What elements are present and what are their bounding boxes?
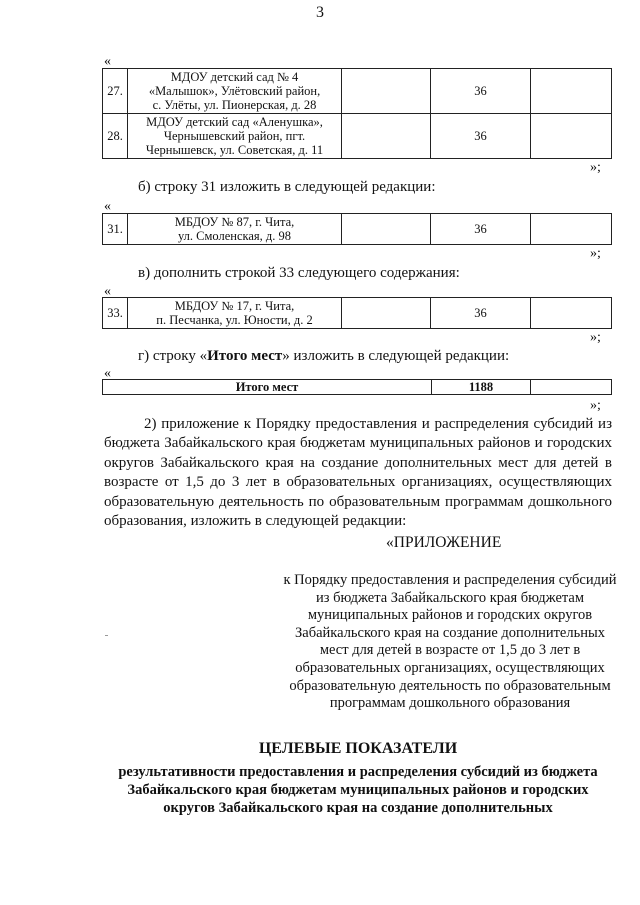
- places-cell: 36: [431, 69, 530, 114]
- paragraph-2: 2) приложение к Порядку предоставления и распределения субсидий из бюджета Забайкальского края бюджетам муниципальных районов и городских округов Забайкальского края на создание дополнительных мест для детей в возрасте от 1,5 до 3 лет в образовательных организациях, осуществляющих образовательную деятельность по образовательным программам дошкольного образования, изложить в следующей редакции:: [104, 416, 612, 530]
- institution-cell: [128, 114, 342, 159]
- row-number: 28.: [103, 114, 128, 159]
- empty-cell: [530, 214, 611, 245]
- empty-cell: [341, 214, 430, 245]
- places-cell: 36: [431, 214, 530, 245]
- quote-close: »;: [590, 246, 601, 261]
- institution-cell: [128, 214, 342, 245]
- quote-close: »;: [590, 330, 601, 345]
- document-title: ЦЕЛЕВЫЕ ПОКАЗАТЕЛИ: [258, 740, 458, 757]
- paragraph-g: [138, 347, 509, 366]
- total-label: Итого мест: [103, 380, 432, 395]
- empty-cell: [341, 69, 430, 114]
- table-row: [103, 114, 612, 159]
- total-value: 1188: [432, 380, 531, 395]
- quote-open: «: [104, 284, 111, 299]
- row-number: 33.: [103, 298, 128, 329]
- paragraph-g-prefix: г) строку «: [138, 348, 208, 364]
- places-cell: 36: [431, 298, 530, 329]
- institution-line: Чернышевск, ул. Советская, д. 11: [145, 143, 324, 157]
- places-cell: 36: [431, 114, 530, 159]
- empty-cell: [531, 380, 612, 395]
- institution-cell: [128, 298, 342, 329]
- appendix-text: к Порядку предоставления и распределения субсидий из бюджета Забайкальского края бюджетам муниципальных районов и городских округов Забайкальского края на создание дополнительных мест для детей в возрасте от 1,5 до 3 лет в образовательных организациях, осуществляющих образовательную деятельность по образовательным программам дошкольного образования: [283, 572, 617, 712]
- institution-line: ул. Смоленская, д. 98: [177, 229, 292, 243]
- table-row-33: [102, 297, 612, 329]
- paragraph-v: в) дополнить строкой 33 следующего содержания:: [138, 265, 460, 281]
- institution-line: с. Улёты, ул. Пионерская, д. 28: [152, 98, 317, 112]
- paragraph-g-bold: Итого мест: [207, 348, 283, 364]
- institution-line: МБДОУ № 87, г. Чита,: [174, 215, 295, 229]
- quote-open: «: [104, 54, 111, 69]
- margin-mark: [105, 635, 108, 636]
- table-row: [103, 69, 612, 114]
- row-number: 27.: [103, 69, 128, 114]
- empty-cell: [530, 298, 611, 329]
- institution-cell: [128, 69, 342, 114]
- document-subtitle: результативности предоставления и распределения субсидий из бюджета Забайкальского края бюджетам муниципальных районов и городских округов Забайкальского края на создание дополнительных: [118, 764, 598, 816]
- page-number: 3: [316, 4, 324, 21]
- empty-cell: [530, 69, 611, 114]
- table-row: [103, 214, 612, 245]
- paragraph-b: б) строку 31 изложить в следующей редакции:: [138, 179, 436, 195]
- empty-cell: [530, 114, 611, 159]
- table-total: [102, 379, 612, 395]
- institution-line: МБДОУ № 17, г. Чита,: [174, 299, 295, 313]
- row-number: 31.: [103, 214, 128, 245]
- institution-line: МДОУ детский сад № 4: [170, 70, 299, 84]
- quote-open: «: [104, 366, 111, 381]
- paragraph-g-suffix: » изложить в следующей редакции:: [282, 348, 510, 364]
- table-row: [103, 298, 612, 329]
- quote-open: «: [104, 199, 111, 214]
- institution-line: п. Песчанка, ул. Юности, д. 2: [156, 313, 313, 327]
- empty-cell: [341, 114, 430, 159]
- table-row-31: [102, 213, 612, 245]
- institution-line: «Малышок», Улётовский район,: [148, 84, 321, 98]
- appendix-heading: «ПРИЛОЖЕНИЕ: [386, 534, 502, 551]
- quote-close: »;: [590, 160, 601, 175]
- table-rows-27-28: [102, 68, 612, 159]
- institution-line: МДОУ детский сад «Аленушка»,: [146, 115, 323, 129]
- institution-line: Чернышевский район, пгт.: [163, 129, 306, 143]
- table-row: [103, 380, 612, 395]
- empty-cell: [341, 298, 430, 329]
- quote-close: »;: [590, 398, 601, 413]
